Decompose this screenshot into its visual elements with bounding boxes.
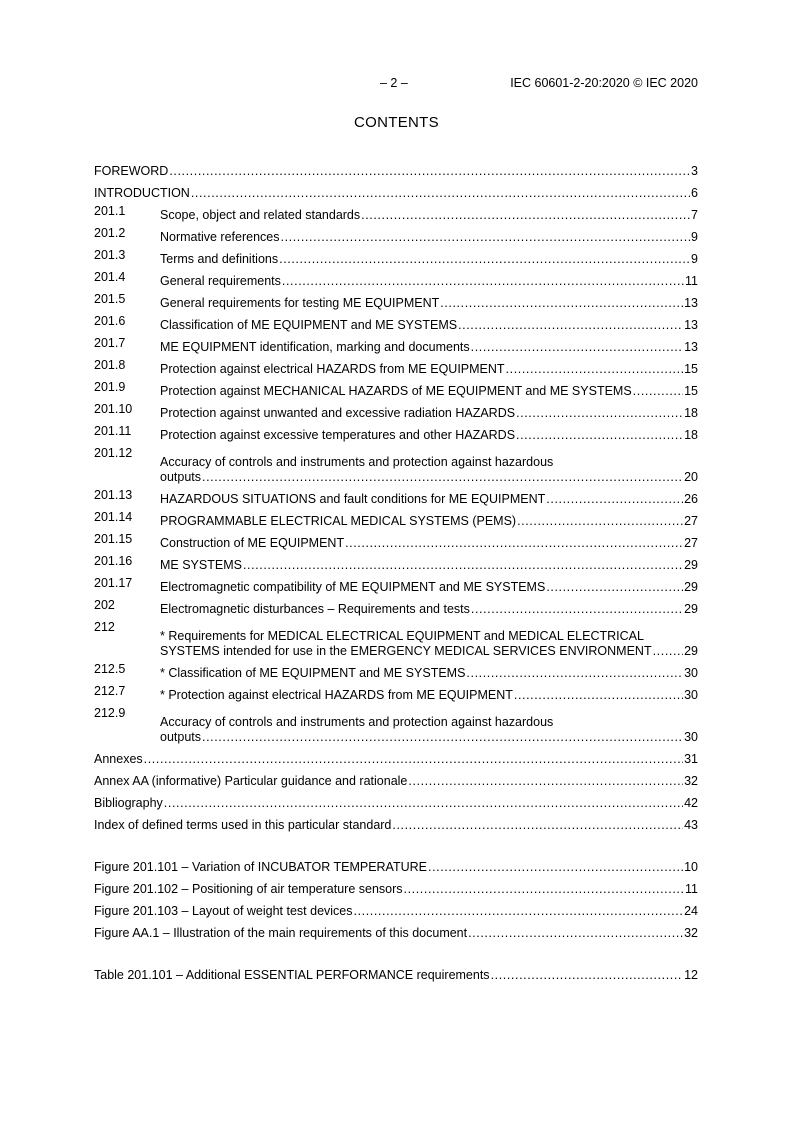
dot-leader (516, 428, 683, 443)
page-header (0, 76, 793, 92)
section-number: 201.9 (94, 380, 126, 394)
dot-leader (408, 774, 683, 789)
dot-leader (653, 644, 683, 659)
dot-leader (440, 296, 683, 311)
page-reference: 6 (691, 186, 698, 200)
entry-body (160, 230, 698, 245)
section-number: 201.12 (94, 446, 133, 460)
entry-body (94, 164, 698, 179)
dot-leader (243, 558, 683, 573)
contents-entry[interactable] (94, 811, 698, 833)
entry-line (160, 730, 698, 745)
section-number: 212.9 (94, 706, 126, 720)
entry-body (160, 602, 698, 617)
section-gap (94, 833, 698, 853)
entry-body (160, 629, 698, 659)
contents-entry[interactable] (94, 789, 698, 811)
dot-leader (392, 818, 683, 833)
page-reference: 10 (684, 860, 698, 874)
section-number: 212.7 (94, 684, 126, 698)
dot-leader (633, 384, 683, 399)
contents-entry[interactable] (94, 573, 698, 595)
contents-entry[interactable] (94, 681, 698, 703)
section-number: 201.8 (94, 358, 126, 372)
page-reference: 32 (684, 926, 698, 940)
entry-body (160, 492, 698, 507)
contents-entry[interactable] (94, 767, 698, 789)
contents-entry[interactable] (94, 485, 698, 507)
contents-entry[interactable] (94, 529, 698, 551)
entry-body (160, 252, 698, 267)
section-number: 201.15 (94, 532, 133, 546)
page-number: – 2 – (380, 76, 408, 90)
entry-title: Annex AA (informative) Particular guidance and rationale (94, 774, 408, 788)
entry-body (94, 752, 698, 767)
page-reference: 9 (691, 252, 698, 266)
entry-body (94, 818, 698, 833)
page-reference: 15 (684, 362, 698, 376)
entry-line (160, 340, 698, 355)
entry-line (94, 796, 698, 811)
entry-title: General requirements for testing ME EQUIPMENT (160, 296, 440, 310)
entry-title: Index of defined terms used in this particular standard (94, 818, 392, 832)
contents-entry[interactable] (94, 703, 698, 745)
contents-entry[interactable] (94, 377, 698, 399)
entry-body (160, 558, 698, 573)
page-reference: 30 (684, 666, 698, 680)
entry-title: SYSTEMS intended for use in the EMERGENCY MEDICAL SERVICES ENVIRONMENT (160, 644, 652, 658)
page-reference: 15 (684, 384, 698, 398)
page-reference: 12 (684, 968, 698, 982)
section-number: 201.4 (94, 270, 126, 284)
entry-title: Protection against electrical HAZARDS from ME EQUIPMENT (160, 362, 505, 376)
entry-body (160, 406, 698, 421)
entry-title: * Classification of ME EQUIPMENT and ME SYSTEMS (160, 666, 466, 680)
page-reference: 20 (684, 470, 698, 484)
entry-title: Construction of ME EQUIPMENT (160, 536, 345, 550)
entry-title: Annexes (94, 752, 143, 766)
page-reference: 24 (684, 904, 698, 918)
contents-entry[interactable] (94, 355, 698, 377)
page-reference: 29 (684, 644, 698, 658)
entry-body (160, 536, 698, 551)
entry-line (160, 406, 698, 421)
dot-leader (202, 730, 683, 745)
entry-body (94, 186, 698, 201)
entry-title: Figure AA.1 – Illustration of the main requirements of this document (94, 926, 468, 940)
entry-title: Figure 201.103 – Layout of weight test devices (94, 904, 353, 918)
entry-title: Electromagnetic disturbances – Requirements and tests (160, 602, 470, 616)
entry-body (160, 208, 698, 223)
section-gap (94, 941, 698, 961)
dot-leader (471, 340, 683, 355)
entry-title: Bibliography (94, 796, 163, 810)
entry-line (94, 860, 698, 875)
dot-leader (506, 362, 684, 377)
page-reference: 32 (684, 774, 698, 788)
entry-line (160, 428, 698, 443)
entry-body (160, 688, 698, 703)
page-reference: 31 (684, 752, 698, 766)
contents-entry[interactable] (94, 551, 698, 573)
dot-leader (279, 252, 690, 267)
figures-entry[interactable] (94, 919, 698, 941)
dot-leader (404, 882, 685, 897)
page-reference: 42 (684, 796, 698, 810)
dot-leader (281, 230, 691, 245)
entry-body (94, 904, 698, 919)
page-reference: 29 (684, 580, 698, 594)
page-reference: 13 (684, 318, 698, 332)
table-of-contents (94, 157, 698, 983)
contents-entry[interactable] (94, 421, 698, 443)
entry-line (160, 492, 698, 507)
entry-title: ME SYSTEMS (160, 558, 242, 572)
entry-line (160, 580, 698, 595)
contents-entry[interactable] (94, 333, 698, 355)
entry-body (94, 796, 698, 811)
entry-body (160, 715, 698, 745)
page-reference: 26 (684, 492, 698, 506)
entry-title: PROGRAMMABLE ELECTRICAL MEDICAL SYSTEMS (PEMS) (160, 514, 517, 528)
entry-body (160, 340, 698, 355)
dot-leader (491, 968, 684, 983)
contents-entry[interactable] (94, 223, 698, 245)
dot-leader (517, 514, 683, 529)
entry-title: Table 201.101 – Additional ESSENTIAL PERFORMANCE requirements (94, 968, 490, 982)
entry-body (160, 455, 698, 485)
entry-body (160, 362, 698, 377)
entry-body (160, 296, 698, 311)
dot-leader (546, 580, 683, 595)
entry-line (94, 752, 698, 767)
entry-title: Protection against unwanted and excessive radiation HAZARDS (160, 406, 516, 420)
entry-line (160, 470, 698, 485)
entry-line (160, 536, 698, 551)
section-number: 201.14 (94, 510, 133, 524)
contents-entry[interactable] (94, 201, 698, 223)
contents-entry[interactable] (94, 267, 698, 289)
entry-body (94, 860, 698, 875)
entry-line (94, 926, 698, 941)
entry-line (160, 208, 698, 223)
entry-title: Protection against excessive temperatures and other HAZARDS (160, 428, 516, 442)
dot-leader (428, 860, 683, 875)
entry-body (160, 274, 698, 289)
entry-line (94, 818, 698, 833)
entry-title-line-1: Accuracy of controls and instruments and protection against hazardous (160, 455, 554, 469)
entry-line (160, 230, 698, 245)
entry-title: Scope, object and related standards (160, 208, 361, 222)
page-reference: 11 (685, 274, 698, 288)
contents-entry[interactable] (94, 659, 698, 681)
page-reference: 27 (684, 514, 698, 528)
entry-title-line-1: Accuracy of controls and instruments and protection against hazardous (160, 715, 554, 729)
entry-title: ME EQUIPMENT identification, marking and documents (160, 340, 470, 354)
section-number: 212.5 (94, 662, 126, 676)
section-number: 201.6 (94, 314, 126, 328)
entry-title: FOREWORD (94, 164, 169, 178)
page-reference: 30 (684, 730, 698, 744)
entry-line (94, 164, 698, 179)
entry-body (160, 580, 698, 595)
entry-title: Protection against MECHANICAL HAZARDS of ME EQUIPMENT and ME SYSTEMS (160, 384, 632, 398)
dot-leader (345, 536, 683, 551)
page-title: CONTENTS (354, 114, 439, 131)
section-number: 201.3 (94, 248, 126, 262)
contents-entry[interactable] (94, 745, 698, 767)
dot-leader (164, 796, 683, 811)
entry-line (160, 318, 698, 333)
dot-leader (546, 492, 683, 507)
page-reference: 30 (684, 688, 698, 702)
section-number: 201.7 (94, 336, 126, 350)
entry-line (94, 968, 698, 983)
dot-leader (191, 186, 690, 201)
contents-entry[interactable] (94, 399, 698, 421)
dot-leader (466, 666, 683, 681)
entry-line (94, 186, 698, 201)
contents-entry[interactable] (94, 179, 698, 201)
entry-line (160, 558, 698, 573)
section-number: 201.1 (94, 204, 126, 218)
section-number: 201.2 (94, 226, 126, 240)
entry-title: * Protection against electrical HAZARDS from ME EQUIPMENT (160, 688, 513, 702)
entry-title: outputs (160, 470, 202, 484)
entry-line (160, 296, 698, 311)
figures-entry[interactable] (94, 875, 698, 897)
document-id: IEC 60601-2-20:2020 © IEC 2020 (510, 76, 698, 90)
dot-leader (361, 208, 690, 223)
page-reference: 29 (684, 558, 698, 572)
entry-title: INTRODUCTION (94, 186, 190, 200)
dot-leader (282, 274, 684, 289)
page-reference: 18 (684, 406, 698, 420)
contents-entry[interactable] (94, 157, 698, 179)
entry-title: HAZARDOUS SITUATIONS and fault conditions for ME EQUIPMENT (160, 492, 546, 506)
section-number: 201.17 (94, 576, 133, 590)
section-number: 201.5 (94, 292, 126, 306)
contents-entry[interactable] (94, 311, 698, 333)
contents-entry[interactable] (94, 289, 698, 311)
tables-entry[interactable] (94, 961, 698, 983)
page-reference: 43 (684, 818, 698, 832)
entry-title: Normative references (160, 230, 280, 244)
page-reference: 27 (684, 536, 698, 550)
figures-entry[interactable] (94, 897, 698, 919)
entry-title-line-1: * Requirements for MEDICAL ELECTRICAL EQUIPMENT and MEDICAL ELECTRICAL (160, 629, 644, 643)
dot-leader (144, 752, 683, 767)
entry-line (160, 688, 698, 703)
page-reference: 29 (684, 602, 698, 616)
contents-entry[interactable] (94, 443, 698, 485)
page-reference: 11 (685, 882, 698, 896)
page-reference: 13 (684, 296, 698, 310)
entry-body (94, 968, 698, 983)
page-reference: 3 (691, 164, 698, 178)
entry-line (160, 644, 698, 659)
entry-line (160, 252, 698, 267)
entry-body (160, 318, 698, 333)
entry-body (94, 882, 698, 897)
contents-entry[interactable] (94, 595, 698, 617)
entry-line (160, 602, 698, 617)
section-number: 201.10 (94, 402, 133, 416)
entry-body (160, 428, 698, 443)
entry-line (160, 384, 698, 399)
entry-line (94, 774, 698, 789)
entry-title: Terms and definitions (160, 252, 279, 266)
entry-line (94, 882, 698, 897)
dot-leader (202, 470, 683, 485)
entry-title: Classification of ME EQUIPMENT and ME SYSTEMS (160, 318, 458, 332)
contents-entry[interactable] (94, 617, 698, 659)
entry-body (94, 926, 698, 941)
entry-body (160, 384, 698, 399)
entry-line (160, 274, 698, 289)
dot-leader (354, 904, 684, 919)
entry-title: Electromagnetic compatibility of ME EQUIPMENT and ME SYSTEMS (160, 580, 546, 594)
entry-line (160, 666, 698, 681)
page-reference: 18 (684, 428, 698, 442)
dot-leader (458, 318, 683, 333)
section-number: 202 (94, 598, 115, 612)
page-reference: 7 (691, 208, 698, 222)
entry-title: outputs (160, 730, 202, 744)
entry-title: Figure 201.101 – Variation of INCUBATOR TEMPERATURE (94, 860, 427, 874)
entry-body (160, 666, 698, 681)
dot-leader (514, 688, 683, 703)
section-number: 201.13 (94, 488, 133, 502)
entry-line (160, 514, 698, 529)
entry-line (94, 904, 698, 919)
dot-leader (471, 602, 683, 617)
section-number: 212 (94, 620, 115, 634)
dot-leader (516, 406, 683, 421)
entry-title: Figure 201.102 – Positioning of air temperature sensors (94, 882, 403, 896)
figures-entry[interactable] (94, 853, 698, 875)
entry-body (94, 774, 698, 789)
entry-title: General requirements (160, 274, 281, 288)
contents-entry[interactable] (94, 507, 698, 529)
entry-body (160, 514, 698, 529)
section-number: 201.16 (94, 554, 133, 568)
dot-leader (169, 164, 690, 179)
page-reference: 13 (684, 340, 698, 354)
section-number: 201.11 (94, 424, 132, 438)
entry-line (160, 362, 698, 377)
dot-leader (468, 926, 683, 941)
contents-entry[interactable] (94, 245, 698, 267)
page-reference: 9 (691, 230, 698, 244)
